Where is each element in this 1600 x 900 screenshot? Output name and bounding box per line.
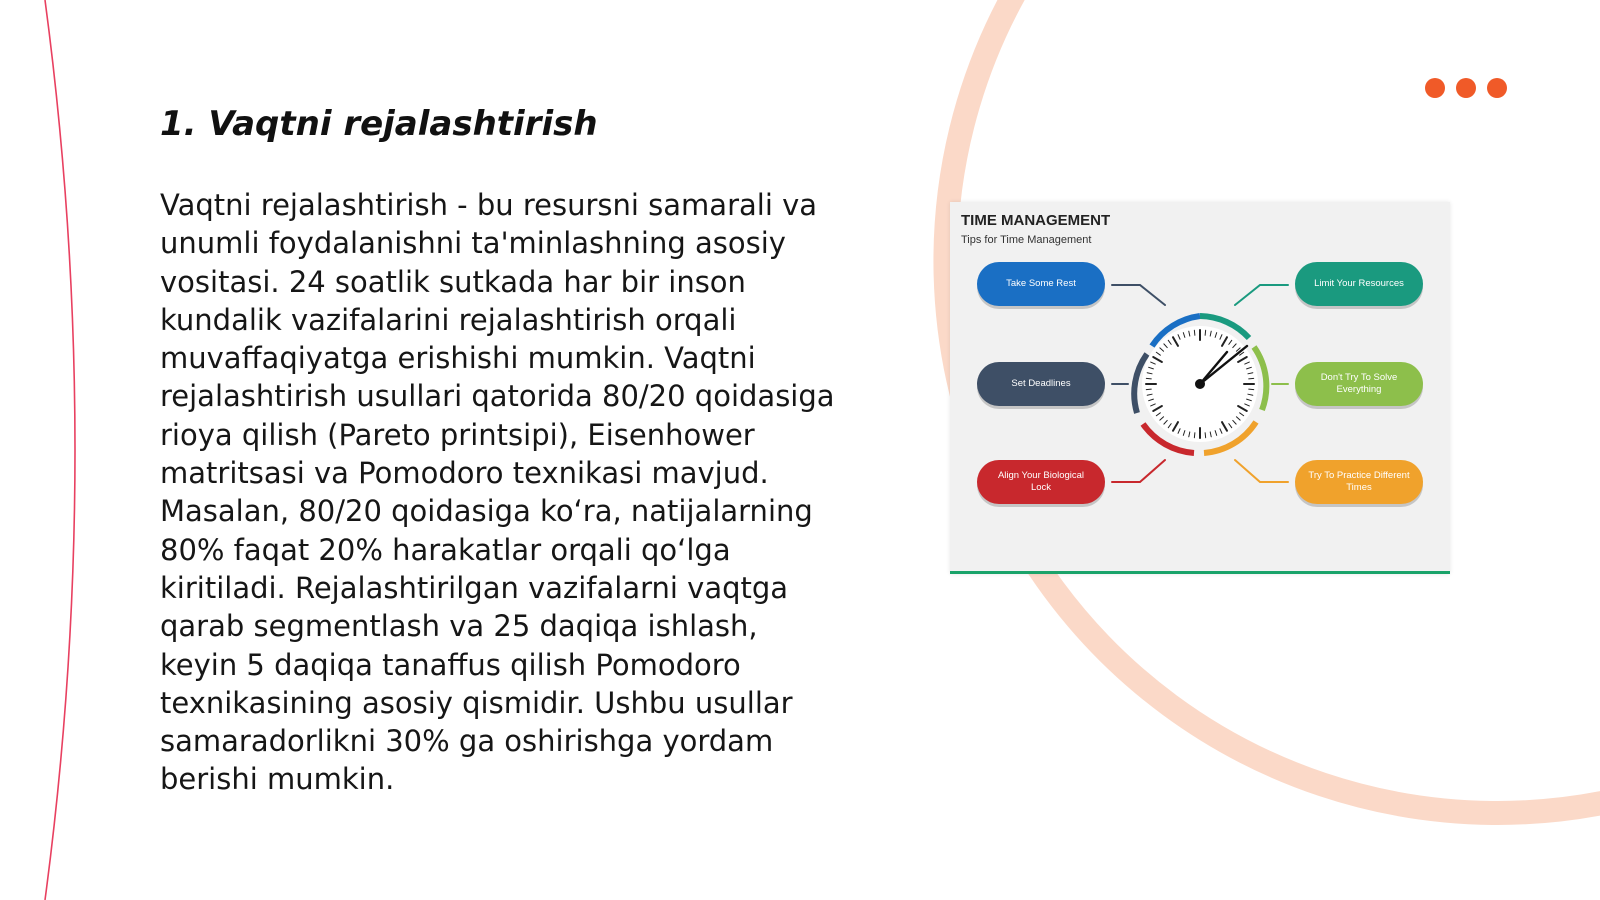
decorative-left-curve	[45, 0, 75, 900]
clock-tick	[1146, 378, 1151, 379]
dot	[1425, 78, 1445, 98]
slide-body-text: Vaqtni rejalashtirish - bu resursni samarali va unumli foydalanishni ta'minlashning asosiy vositasi. 24 soatlik sutkada har bir inson kundalik vazifalarini rejalashtirish orqali muvaffaqiyatga erishishi mumkin. Vaqtni rejalashtirish usullari qatorida 80/20 qoidasiga rioya qilish (Pareto printsipi), Eisenhower matritsasi va Pomodoro texnikasi mavjud. Masalan, 80/20 qoidasiga ko‘ra, natijalarning 80% faqat 20% harakatlar orqali qo‘lga kiritiladi. Rejalashtirilgan vazifalarni vaqtga qarab segmentlash va 25 daqiqa ishlash, keyin 5 daqiqa tanaffus qilish Pomodoro texnikasining asosiy qismidir. Ushbu usullar samaradorlikni 30% ga oshirishga yordam berishi mumkin.	[160, 188, 835, 797]
connector-line	[1112, 460, 1165, 482]
tip-try-different-times: Try To Practice Different Times	[1295, 460, 1423, 504]
connector-line	[1235, 285, 1288, 305]
time-management-infographic	[950, 202, 1450, 574]
clock-tick	[1146, 389, 1151, 390]
connector-line	[1112, 285, 1165, 305]
tip-align-biological-lock: Align Your Biological Lock	[977, 460, 1105, 504]
dots-menu-icon	[1425, 78, 1507, 98]
connector-line	[1235, 460, 1288, 482]
tip-dont-try-to-solve: Don't Try To Solve Everything	[1295, 362, 1423, 406]
clock-center	[1195, 379, 1205, 389]
dot	[1487, 78, 1507, 98]
tip-take-some-rest: Take Some Rest	[977, 262, 1105, 306]
infographic-title: TIME MANAGEMENT	[961, 212, 1111, 229]
dot	[1456, 78, 1476, 98]
tip-set-deadlines: Set Deadlines	[977, 362, 1105, 406]
slide-title: 1. Vaqtni rejalashtirish	[160, 104, 598, 144]
clock-tick	[1194, 330, 1195, 335]
clock-tick	[1249, 389, 1254, 390]
clock-tick	[1249, 378, 1254, 379]
tip-limit-your-resources: Limit Your Resources	[1295, 262, 1423, 306]
clock-tick	[1194, 433, 1195, 438]
clock-tick	[1205, 433, 1206, 438]
clock-tick	[1205, 330, 1206, 335]
infographic-subtitle: Tips for Time Management	[961, 234, 1092, 246]
